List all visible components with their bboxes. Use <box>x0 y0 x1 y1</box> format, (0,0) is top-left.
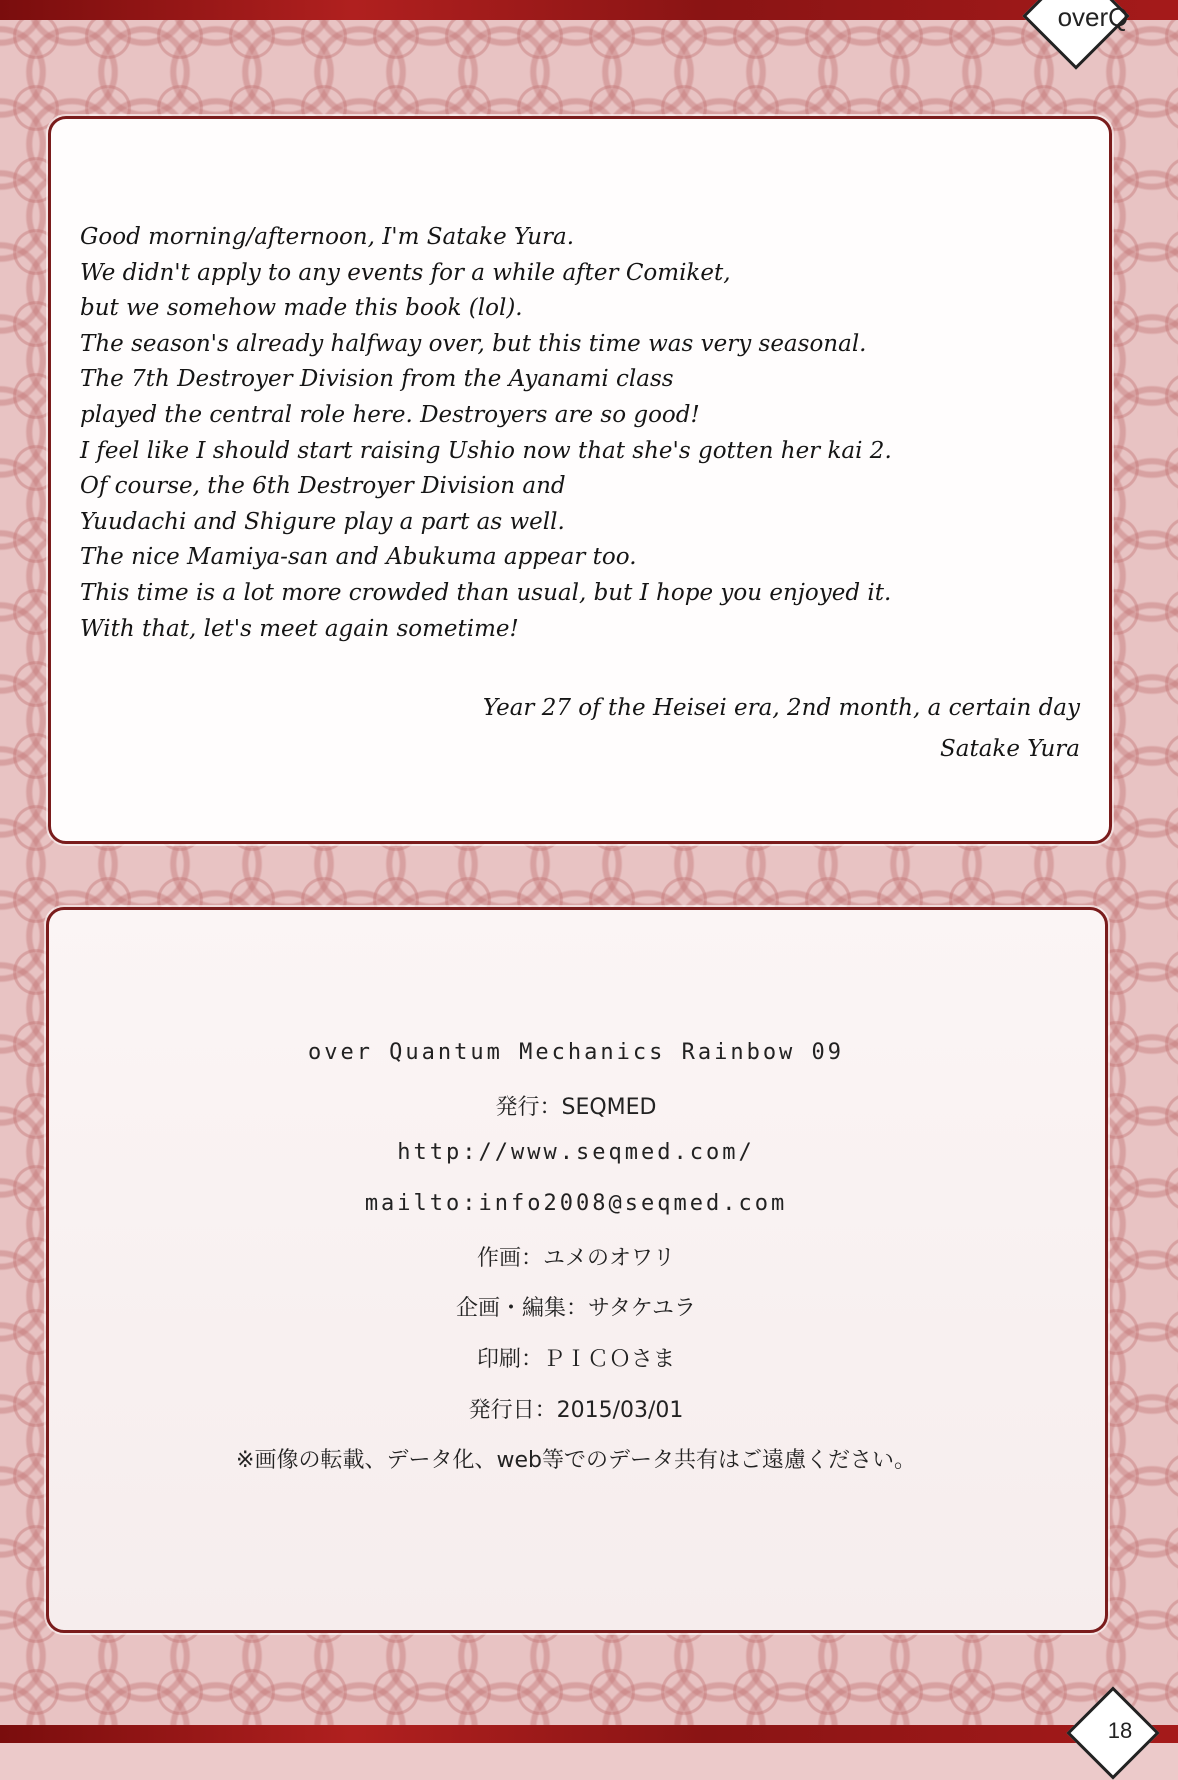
afterword-line: The season's already halfway over, but this time was very seasonal. <box>80 330 867 357</box>
afterword-line: Good morning/afternoon, I'm Satake Yura. <box>80 224 575 250</box>
afterword-line: This time is a lot more crowded than usual, but I hope you enjoyed it. <box>80 579 892 606</box>
signature-date: Year 27 of the Heisei era, 2nd month, a certain day <box>482 695 1080 721</box>
issue-date: 発行日：2015/03/01 <box>468 1398 684 1423</box>
signature-block <box>483 688 1080 770</box>
email-link: mailto:info2008@seqmed.com <box>364 1191 788 1216</box>
top-border <box>0 0 1178 20</box>
website-link: http://www.seqmed.com/ <box>397 1140 755 1165</box>
printing-credit: 印刷：ＰＩＣＯさま <box>476 1347 675 1372</box>
afterword-line: The 7th Destroyer Division from the Ayanami class <box>80 366 674 393</box>
book-title: over Quantum Mechanics Rainbow 09 <box>307 1040 845 1065</box>
planning-credit: 企画・編集：サタケユラ <box>455 1296 697 1321</box>
afterword-line: played the central role here. Destroyers are so good! <box>80 401 700 428</box>
page-number: 18 <box>1107 1718 1133 1743</box>
afterword-line: The nice Mamiya-san and Abukuma appear too. <box>80 544 637 571</box>
afterword-line: but we somehow made this book (lol). <box>80 295 523 322</box>
logo-text: overQ <box>1057 2 1129 32</box>
afterword-text <box>80 220 1080 647</box>
afterword-line: With that, let's meet again sometime! <box>80 615 519 642</box>
publisher-line: 発行：SEQMED <box>495 1095 657 1120</box>
afterword-line: Of course, the 6th Destroyer Division and <box>80 473 566 500</box>
afterword-line: We didn't apply to any events for a while after Comiket, <box>80 259 731 286</box>
art-credit: 作画：ユメのオワリ <box>476 1246 675 1271</box>
afterword-line: I feel like I should start raising Ushio now that she's gotten her kai 2. <box>80 437 892 464</box>
afterword-line: Yuudachi and Shigure play a part as well. <box>80 508 565 535</box>
signature-author: Satake Yura <box>940 736 1080 762</box>
bottom-border <box>0 1725 1178 1743</box>
usage-notice: ※画像の転載、データ化、web等でのデータ共有はご遠慮ください。 <box>236 1448 916 1473</box>
